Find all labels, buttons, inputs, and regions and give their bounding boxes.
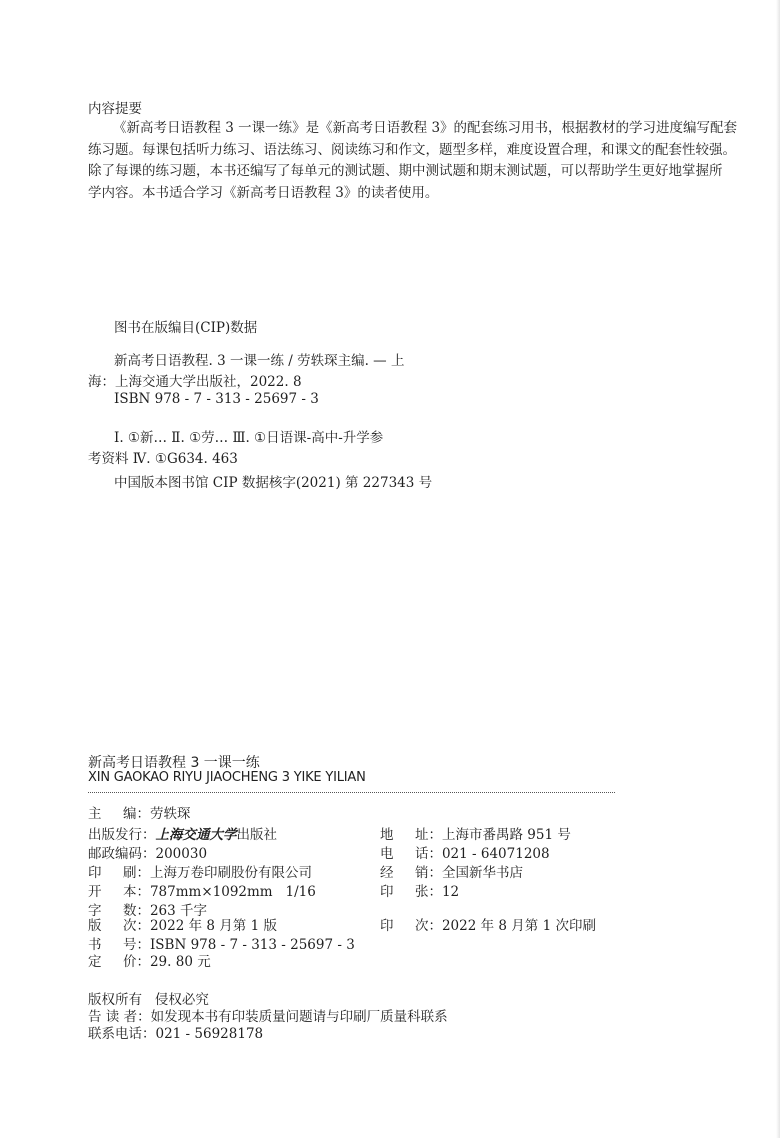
summary-line: 练习题。每课包括听力练习、语法练习、阅读练习和作文，题型多样，难度设置合理，和课文的配套性较强。 <box>88 141 736 158</box>
book-title-pinyin: XIN GAOKAO RIYU JIAOCHENG 3 YIKE YILIAN <box>88 770 366 785</box>
detail-sheets: 印 张：12 <box>380 884 460 900</box>
cip-line: Ⅰ. ①新… Ⅱ. ①劳… Ⅲ. ①日语课-高中-升学参 <box>114 430 384 446</box>
cip-line: 考资料 Ⅳ. ①G634. 463 <box>88 451 238 467</box>
dotted-divider <box>88 792 615 793</box>
summary-line: 《新高考日语教程 3 一课一练》是《新高考日语教程 3》的配套练习用书，根据教材的学习进度编写配套 <box>113 120 738 136</box>
detail-printer: 印 刷：上海万卷印刷股份有限公司 <box>88 865 312 881</box>
cip-line: ISBN 978 - 7 - 313 - 25697 - 3 <box>114 391 319 407</box>
contact-phone: 联系电话：021 - 56928178 <box>88 1026 264 1042</box>
page-edge-shadow <box>776 0 780 1138</box>
copyright-notice: 版权所有 侵权必究 <box>88 992 209 1008</box>
summary-paragraph <box>88 118 740 204</box>
cip-line: 新高考日语教程. 3 一课一练 / 劳轶琛主编. — 上 <box>114 353 405 369</box>
publisher-logo: 上海交通大学 <box>155 827 237 843</box>
summary-heading: 内容提要 <box>88 101 142 117</box>
detail-publisher: 出版发行：上海交通大学出版社 <box>88 827 277 843</box>
cip-line: 海：上海交通大学出版社，2022. 8 <box>88 374 302 390</box>
detail-edition: 版 次：2022 年 8 月第 1 版 <box>88 918 277 934</box>
summary-line: 学内容。本书适合学习《新高考日语教程 3》的读者使用。 <box>88 184 439 201</box>
detail-isbn: 书 号：ISBN 978 - 7 - 313 - 25697 - 3 <box>88 937 355 953</box>
reader-notice: 告 读 者：如发现本书有印装质量问题请与印刷厂质量科联系 <box>88 1009 448 1025</box>
detail-editor: 主 编：劳轶琛 <box>88 806 191 822</box>
detail-wordcount: 字 数：263 千字 <box>88 903 208 919</box>
detail-impression: 印 次：2022 年 8 月第 1 次印刷 <box>380 918 596 934</box>
cip-heading: 图书在版编目(CIP)数据 <box>114 320 258 336</box>
summary-line: 除了每课的练习题，本书还编写了每单元的测试题、期中测试题和期末测试题，可以帮助学生更好地掌握所 <box>88 163 723 179</box>
detail-postcode: 邮政编码：200030 <box>88 846 208 862</box>
detail-price: 定 价：29. 80 元 <box>88 954 211 970</box>
detail-distributor: 经 销：全国新华书店 <box>380 865 523 881</box>
cip-line: 中国版本图书馆 CIP 数据核字(2021) 第 227343 号 <box>114 475 433 491</box>
detail-address: 地 址：上海市番禺路 951 号 <box>380 827 571 843</box>
detail-format: 开 本：787mm×1092mm 1/16 <box>88 884 316 900</box>
book-title: 新高考日语教程 3 一课一练 <box>88 755 260 771</box>
detail-phone: 电 话：021 - 64071208 <box>380 846 550 862</box>
